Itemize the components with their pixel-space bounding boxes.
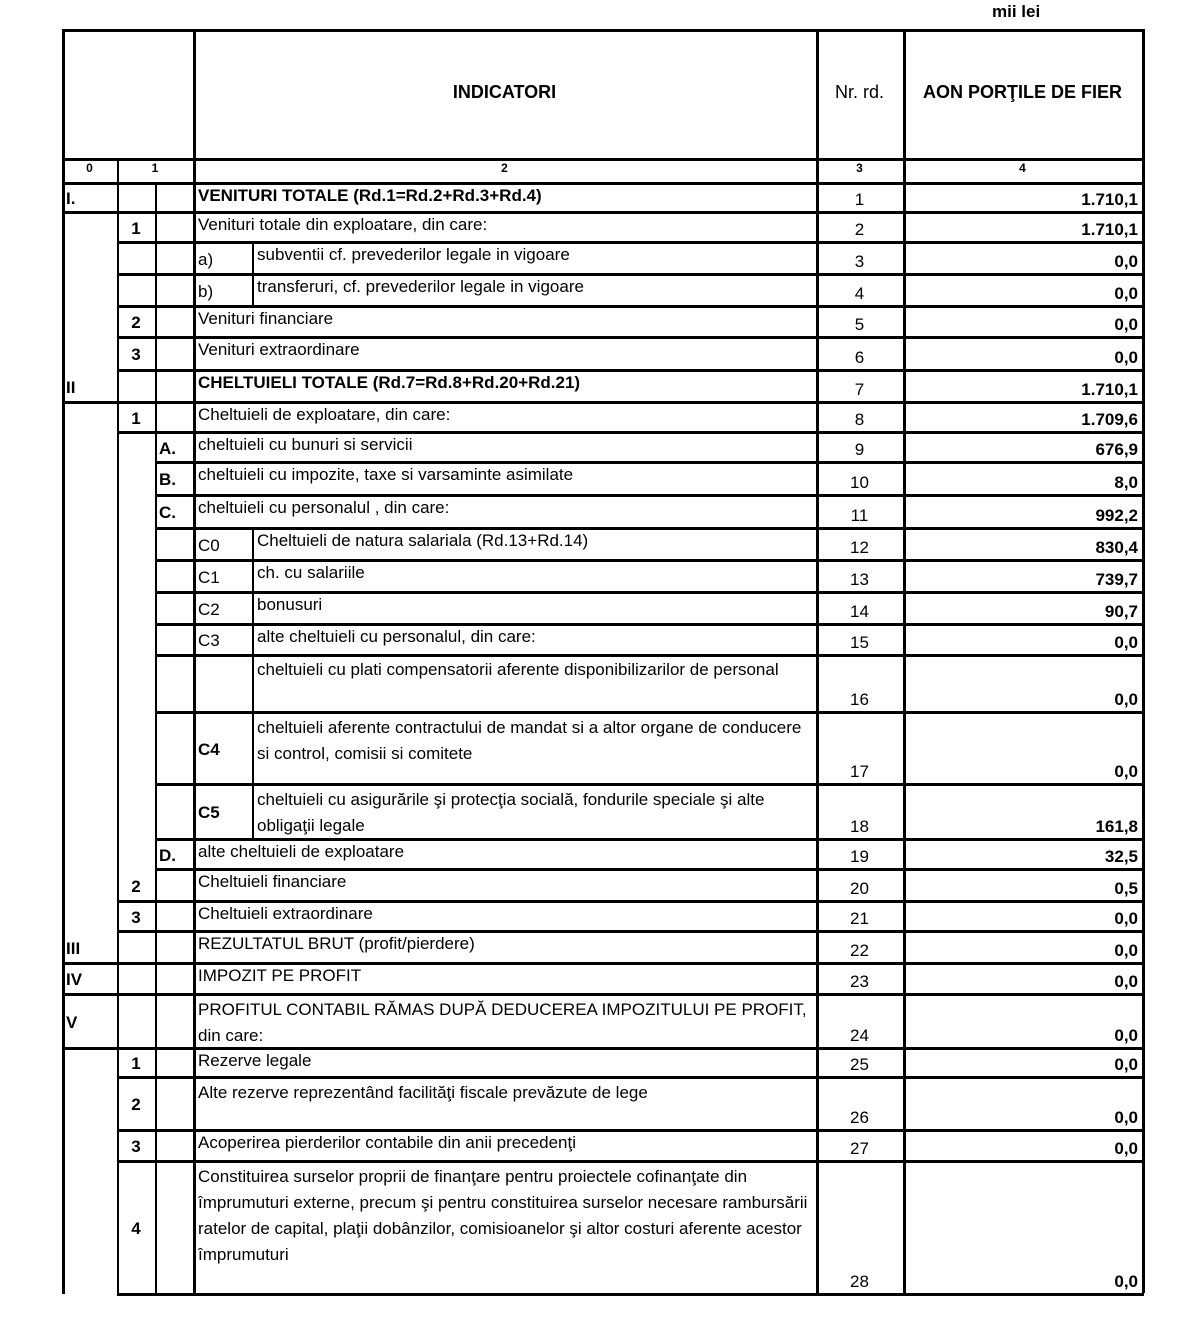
row-number: 15 xyxy=(850,633,869,652)
table-rule xyxy=(62,29,1144,32)
table-rule xyxy=(117,591,119,623)
row-label: VENITURI TOTALE (Rd.1=Rd.2+Rd.3+Rd.4) xyxy=(198,186,542,205)
table-rule xyxy=(117,369,119,401)
row-number: 23 xyxy=(850,972,869,991)
row-label: ch. cu salariile xyxy=(257,563,365,582)
table-rule xyxy=(252,241,254,273)
table-rule xyxy=(117,711,119,783)
table-rule xyxy=(252,623,254,654)
row-label: cheltuieli cu impozite, taxe si varsaminte asimilate xyxy=(198,465,574,484)
row-number: 1 xyxy=(854,190,865,209)
row-value: 0,0 xyxy=(1114,1108,1138,1127)
row-code: C5 xyxy=(198,803,220,822)
row-number: 16 xyxy=(850,690,869,709)
row-value: 1.710,1 xyxy=(1081,380,1138,399)
row-value: 676,9 xyxy=(1095,440,1138,459)
table-rule xyxy=(117,431,119,461)
row-number: 19 xyxy=(850,847,869,866)
table-rule xyxy=(252,527,254,559)
column-number: 3 xyxy=(856,161,863,175)
row-label: CHELTUIELI TOTALE (Rd.7=Rd.8+Rd.20+Rd.21) xyxy=(198,373,581,392)
row-number: 2 xyxy=(854,220,865,239)
table-rule xyxy=(252,711,254,783)
row-label: Venituri financiare xyxy=(198,309,334,328)
row-label: cheltuieli cu asigurările şi protecţia socială, fondurile speciale şi alte obligaţii legale xyxy=(257,790,765,835)
row-number: 12 xyxy=(850,538,869,557)
row-level-letter: B. xyxy=(159,470,176,489)
table-rule xyxy=(155,591,157,623)
table-rule xyxy=(252,559,254,591)
row-number: 9 xyxy=(854,440,865,459)
table-rule xyxy=(155,241,157,273)
table-rule xyxy=(117,1076,1144,1079)
row-value: 1.710,1 xyxy=(1081,190,1138,209)
row-number: 22 xyxy=(850,941,869,960)
row-level-number: 1 xyxy=(131,408,141,428)
row-value: 0,0 xyxy=(1114,909,1138,928)
header-entity: AON PORŢILE DE FIER xyxy=(922,82,1122,102)
row-label: Alte rezerve reprezentând facilităţi fiscale prevăzute de lege xyxy=(198,1083,648,1102)
table-rule xyxy=(117,182,119,211)
table-rule xyxy=(155,711,157,783)
table-rule xyxy=(155,623,157,654)
table-rule xyxy=(117,838,119,868)
row-number: 28 xyxy=(850,1272,869,1291)
row-code: C4 xyxy=(198,739,220,759)
row-level-number: 1 xyxy=(131,218,141,238)
row-value: 161,8 xyxy=(1095,817,1138,836)
row-level-roman: I. xyxy=(66,189,76,208)
row-level-number: 3 xyxy=(131,345,141,364)
row-value: 1.710,1 xyxy=(1081,220,1138,239)
table-rule xyxy=(155,838,157,868)
row-value: 0,0 xyxy=(1114,1272,1138,1291)
row-label: alte cheltuieli de exploatare xyxy=(198,842,405,861)
table-rule xyxy=(155,900,157,930)
row-value: 8,0 xyxy=(1114,473,1138,492)
table-rule xyxy=(252,591,254,623)
table-rule xyxy=(155,654,157,711)
row-value: 0,0 xyxy=(1114,284,1138,303)
row-code: C3 xyxy=(198,631,220,650)
table-rule xyxy=(62,993,1144,996)
row-number: 24 xyxy=(850,1026,869,1045)
row-label: Constituirea surselor proprii de finanţare pentru proiectele cofinanţate din împrumuturi externe, precum şi pentru constituirea surselor necesare rambursării ratelor de capital, plaţii dobânzilor, comisioanelor şi altor costuri aferente acestor împrumuturi xyxy=(198,1167,808,1264)
table-rule xyxy=(117,494,119,527)
table-rule xyxy=(117,654,119,711)
table-rule xyxy=(117,930,119,962)
table-rule xyxy=(155,654,1144,657)
table-rule xyxy=(155,211,157,241)
row-number: 10 xyxy=(850,473,869,492)
table-rule xyxy=(155,401,157,431)
table-rule xyxy=(252,273,254,305)
row-level-number: 4 xyxy=(131,1219,141,1238)
row-number: 7 xyxy=(854,380,865,399)
table-rule xyxy=(193,29,196,1293)
table-rule xyxy=(155,1047,157,1076)
row-value: 0,0 xyxy=(1114,348,1138,367)
row-level-roman: II xyxy=(66,377,76,397)
row-code: C2 xyxy=(198,599,220,619)
table-rule xyxy=(117,273,119,305)
row-number: 6 xyxy=(854,348,865,367)
row-level-number: 3 xyxy=(131,1137,141,1156)
row-label: Cheltuieli de exploatare, din care: xyxy=(198,405,451,424)
table-rule xyxy=(155,868,157,900)
table-rule xyxy=(1142,29,1145,1293)
row-number: 26 xyxy=(850,1108,869,1127)
row-label: Acoperirea pierderilor contabile din anii precedenţi xyxy=(198,1133,577,1152)
row-value: 90,7 xyxy=(1104,602,1138,621)
row-value: 992,2 xyxy=(1095,506,1138,525)
row-number: 27 xyxy=(850,1139,869,1158)
row-number: 3 xyxy=(854,252,865,271)
row-value: 0,0 xyxy=(1114,690,1138,709)
row-level-number: 2 xyxy=(131,1095,141,1114)
row-level-number: 1 xyxy=(131,1054,141,1073)
row-number: 4 xyxy=(854,284,865,303)
table-rule xyxy=(252,654,254,711)
row-value: 1.709,6 xyxy=(1081,410,1138,429)
row-value: 830,4 xyxy=(1095,538,1138,557)
row-level-letter: C. xyxy=(159,503,176,522)
row-number: 20 xyxy=(850,879,869,898)
column-number: 0 xyxy=(86,161,93,175)
row-level-letter: A. xyxy=(159,438,176,458)
row-number: 17 xyxy=(850,762,869,781)
table-rule xyxy=(117,241,119,273)
row-value: 0,0 xyxy=(1114,315,1138,334)
table-rule xyxy=(155,369,157,401)
row-level-letter: D. xyxy=(159,845,176,865)
row-value: 32,5 xyxy=(1104,847,1138,866)
table-rule xyxy=(252,783,254,838)
row-label: alte cheltuieli cu personalul, din care: xyxy=(257,627,536,646)
table-rule xyxy=(155,494,157,527)
header-nr-rd: Nr. rd. xyxy=(834,82,884,102)
row-label: cheltuieli cu plati compensatorii aferente disponibilizarilor de personal xyxy=(257,660,779,679)
table-rule xyxy=(155,273,157,305)
header-indicatori: INDICATORI xyxy=(452,82,557,102)
row-label: Cheltuieli de natura salariala (Rd.13+Rd.14) xyxy=(257,531,589,550)
row-label: PROFITUL CONTABIL RĂMAS DUPĂ DEDUCEREA IMPOZITULUI PE PROFIT, din care: xyxy=(198,1000,807,1045)
row-level-roman: IV xyxy=(66,970,83,989)
table-rule xyxy=(155,527,157,559)
table-rule xyxy=(117,962,119,993)
table-rule xyxy=(117,783,119,838)
table-rule xyxy=(117,993,119,1047)
row-label: subventii cf. prevederilor legale in vigoare xyxy=(257,245,570,264)
table-rule xyxy=(155,431,157,461)
table-rule xyxy=(155,305,157,336)
row-number: 25 xyxy=(850,1055,869,1074)
table-rule xyxy=(155,1076,157,1129)
column-number: 4 xyxy=(1019,161,1026,175)
row-label: IMPOZIT PE PROFIT xyxy=(198,966,362,985)
row-number: 5 xyxy=(854,315,865,334)
table-rule xyxy=(155,1129,157,1160)
row-level-number: 3 xyxy=(131,907,141,927)
row-code: C1 xyxy=(198,567,220,587)
row-label: Rezerve legale xyxy=(198,1051,312,1070)
table-rule xyxy=(155,461,157,494)
row-label: REZULTATUL BRUT (profit/pierdere) xyxy=(198,934,475,953)
table-rule xyxy=(155,711,1144,714)
row-label: Cheltuieli financiare xyxy=(198,872,347,891)
table-rule xyxy=(117,623,119,654)
row-code: b) xyxy=(198,281,214,301)
row-value: 0,0 xyxy=(1114,252,1138,271)
row-value: 0,0 xyxy=(1114,1139,1138,1158)
table-rule xyxy=(117,1293,1144,1296)
row-number: 21 xyxy=(850,909,869,928)
row-label: Venituri extraordinare xyxy=(198,340,360,359)
row-value: 0,5 xyxy=(1114,879,1138,898)
column-number: 1 xyxy=(151,161,159,175)
row-number: 13 xyxy=(850,570,869,589)
row-value: 0,0 xyxy=(1114,633,1138,652)
row-code: C0 xyxy=(198,535,220,555)
row-value: 0,0 xyxy=(1114,941,1138,960)
table-rule xyxy=(155,1160,157,1293)
row-label: Cheltuieli extraordinare xyxy=(198,904,373,923)
table-rule xyxy=(155,559,157,591)
table-rule xyxy=(117,1160,1144,1163)
table-rule xyxy=(117,461,119,494)
table-rule xyxy=(155,783,1144,786)
row-label: cheltuieli cu personalul , din care: xyxy=(198,498,450,517)
row-label: bonusuri xyxy=(257,595,323,614)
row-label: cheltuieli aferente contractului de mandat si a altor organe de conducere si control, comisii si comitete xyxy=(257,718,802,763)
table-rule xyxy=(155,993,157,1047)
row-label: Venituri totale din exploatare, din care: xyxy=(198,215,488,234)
table-rule xyxy=(155,930,157,962)
table-rule xyxy=(117,527,119,559)
row-number: 18 xyxy=(850,817,869,836)
row-number: 11 xyxy=(850,506,869,525)
table-rule xyxy=(155,962,157,993)
table-rule xyxy=(155,336,157,369)
row-level-number: 2 xyxy=(131,876,141,896)
column-number: 2 xyxy=(501,161,508,175)
unit-label: mii lei xyxy=(992,2,1041,21)
table-rule xyxy=(155,182,157,211)
row-value: 0,0 xyxy=(1114,762,1138,781)
row-code: a) xyxy=(198,249,214,269)
row-level-number: 2 xyxy=(131,313,141,332)
row-value: 0,0 xyxy=(1114,1026,1138,1045)
table-rule xyxy=(155,783,157,838)
table-rule xyxy=(117,559,119,591)
row-value: 739,7 xyxy=(1095,570,1138,589)
table-rule xyxy=(62,29,65,1294)
row-number: 8 xyxy=(854,410,865,429)
row-label: transferuri, cf. prevederilor legale in vigoare xyxy=(257,277,584,296)
row-level-roman: V xyxy=(66,1012,78,1032)
row-value: 0,0 xyxy=(1114,972,1138,991)
row-number: 14 xyxy=(850,602,869,621)
row-level-roman: III xyxy=(66,938,81,958)
row-value: 0,0 xyxy=(1114,1055,1138,1074)
row-label: cheltuieli cu bunuri si servicii xyxy=(198,435,413,454)
